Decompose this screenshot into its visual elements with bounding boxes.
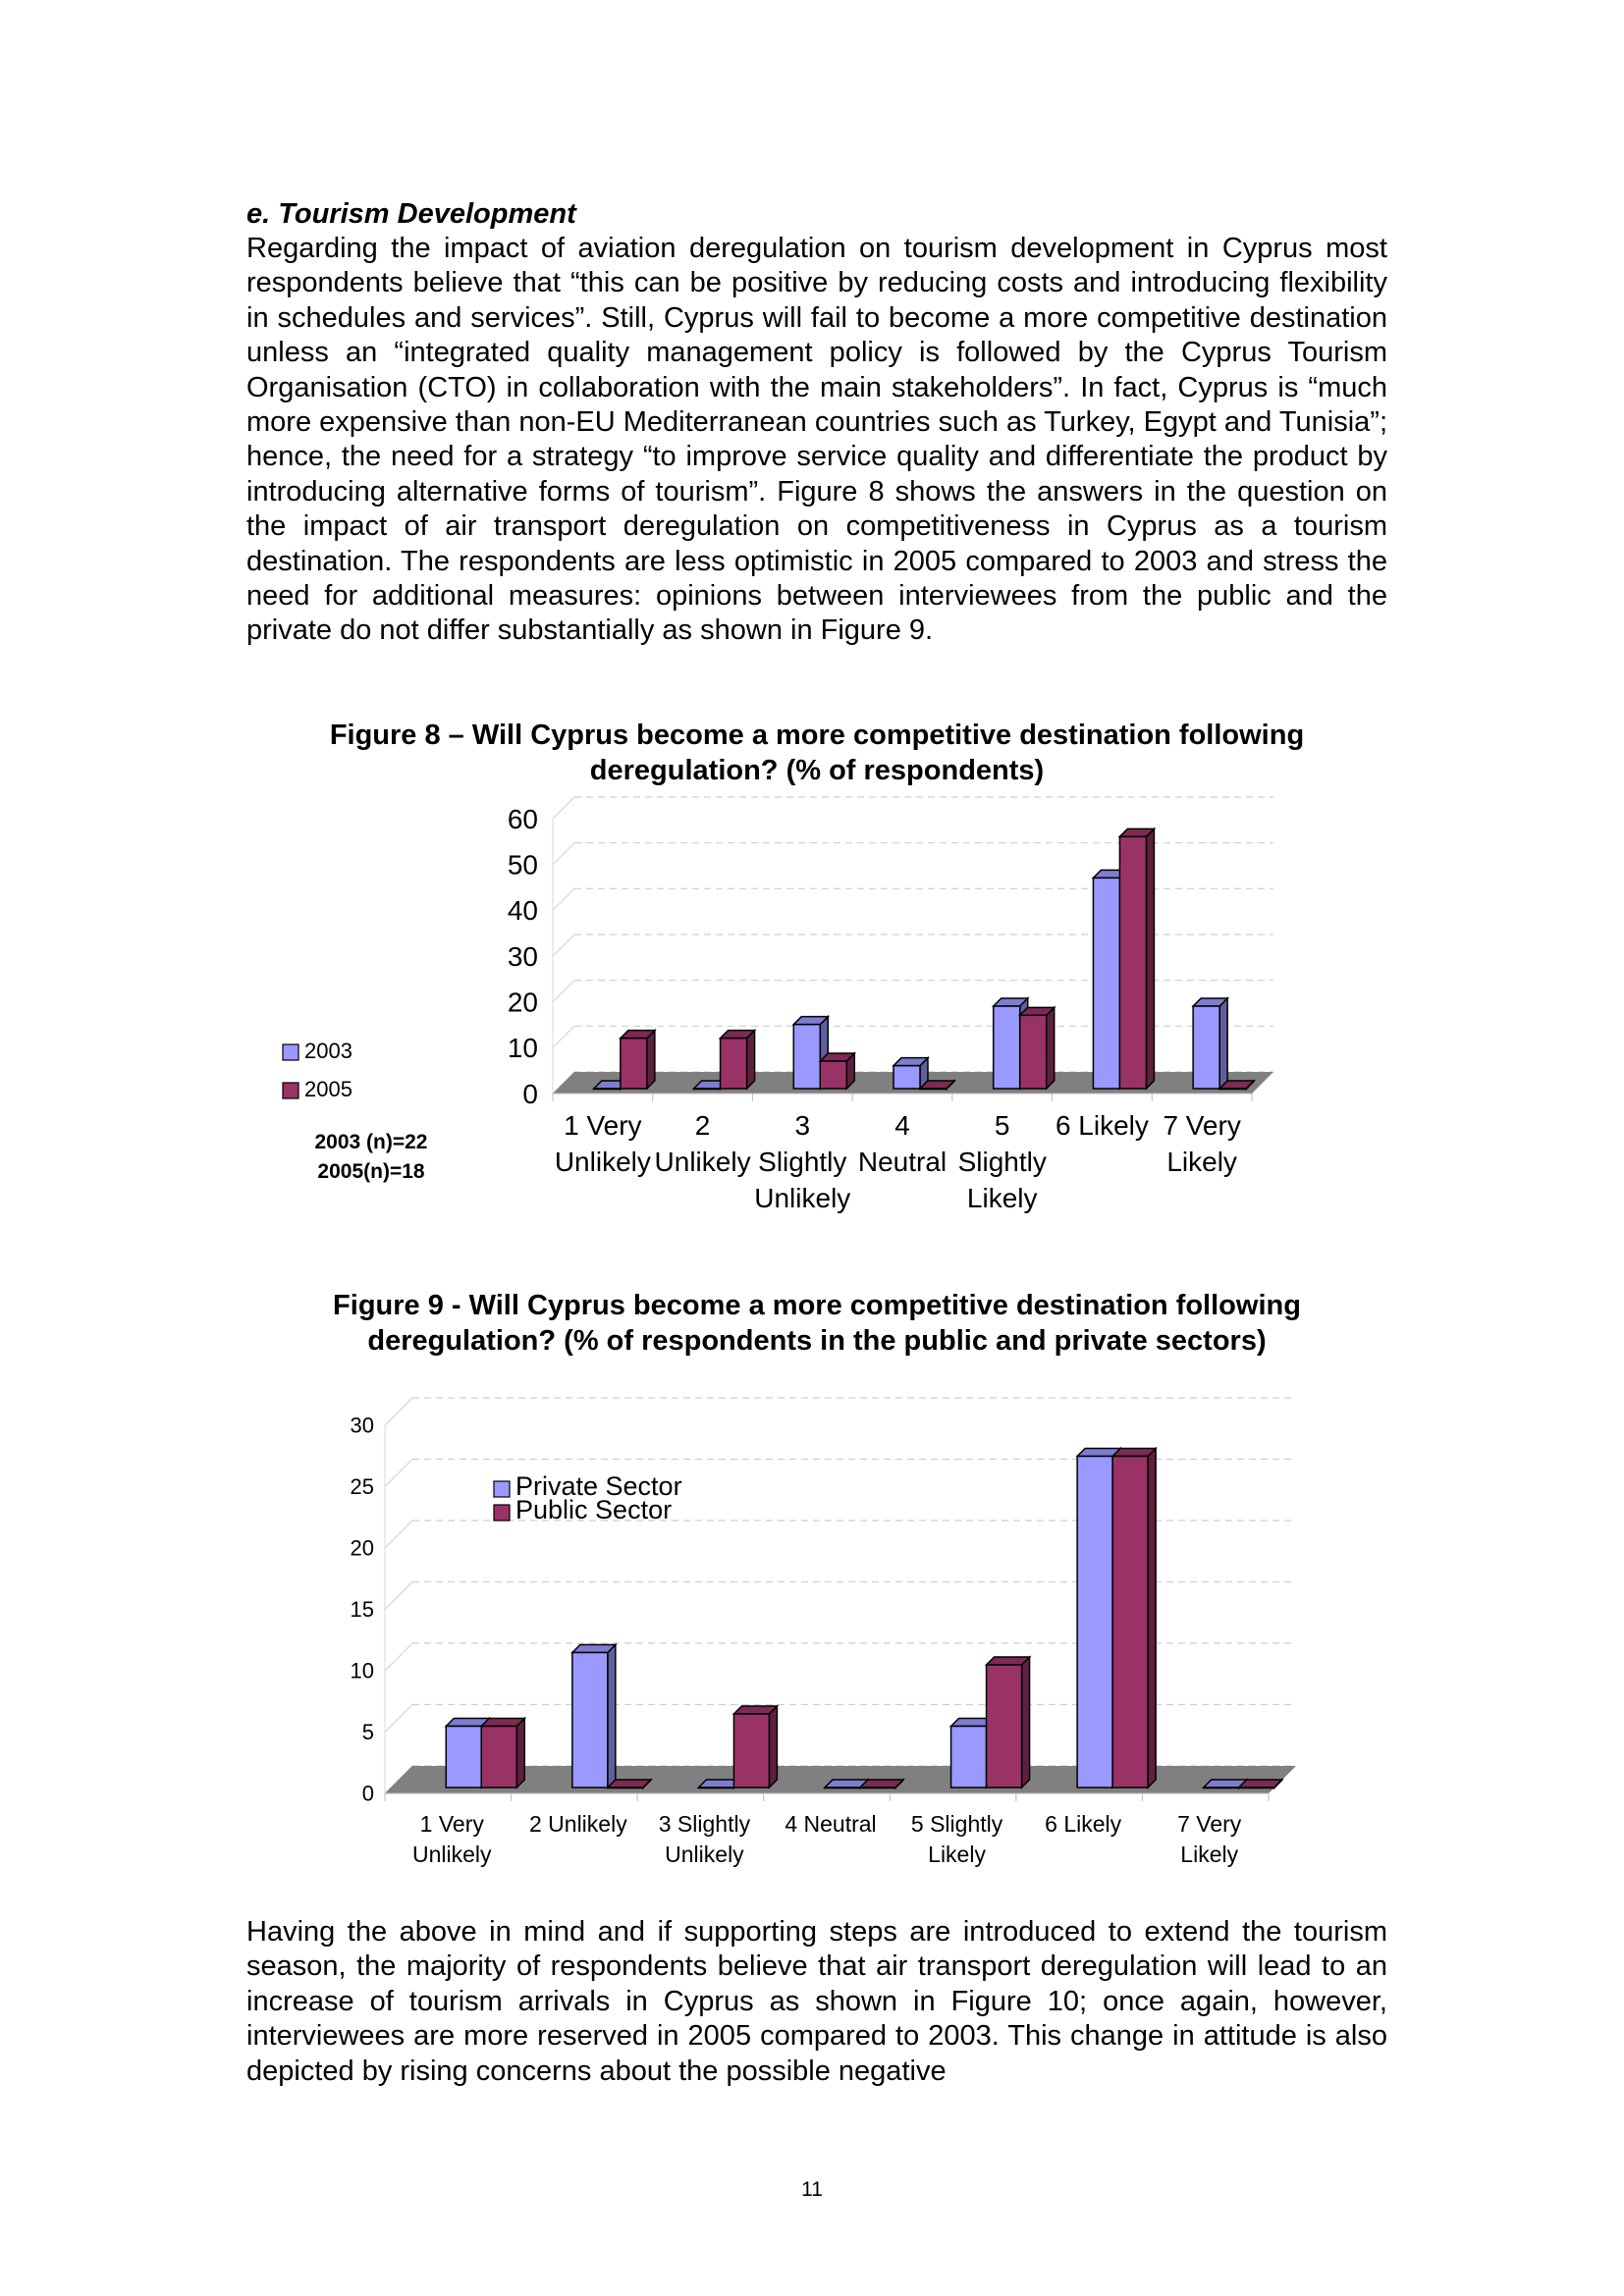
bar-top [608, 1780, 651, 1788]
sample-size-note: 2005(n)=18 [317, 1160, 425, 1183]
sample-size-note: 2003 (n)=22 [314, 1131, 428, 1153]
figure-8-title: Figure 8 – Will Cyprus become a more competitive destination following deregulation? (% of respondents) [329, 720, 1305, 786]
x-tick-label-line: 5 [994, 1110, 1010, 1141]
legend-swatch [494, 1505, 510, 1521]
bar-front [1077, 1457, 1112, 1789]
x-tick-label-line: Unlikely [665, 1842, 744, 1867]
x-tick-label-line: 7 Very [1163, 1110, 1241, 1141]
bar-top [860, 1780, 903, 1788]
bar-front [446, 1727, 481, 1789]
bar-side [1148, 1449, 1156, 1789]
x-tick-label-line: Slightly [758, 1147, 847, 1177]
bar-front [1204, 1788, 1239, 1789]
y-tick-label: 20 [350, 1535, 374, 1561]
section-heading: e. Tourism Development [246, 198, 576, 230]
bar-front [572, 1653, 608, 1789]
bar-top [1239, 1780, 1282, 1788]
x-tick-label-line: 3 Slightly [658, 1811, 751, 1837]
legend-swatch [494, 1481, 510, 1497]
x-tick-label [911, 1811, 1003, 1867]
x-tick-label [785, 1811, 876, 1837]
bar-public-sector-7 [1239, 1780, 1282, 1789]
body-paragraph-2: Having the above in mind and if supporting steps are introduced to extend the tourism season, the majority of respondents believe that air transport deregulation will lead to an increase of tourism arrivals in Cyprus as shown in Figure 10; once again, however, interviewees are more reserved in 2005 compared to 2003. This change in attitude is also depicted by rising concerns about the possible negative [246, 1916, 1387, 2087]
bar-front [951, 1727, 987, 1789]
legend-label: 2005 [304, 1077, 352, 1101]
bar-private-sector-2 [572, 1645, 616, 1789]
bar-front [733, 1714, 769, 1788]
gridline-diag [385, 1460, 412, 1487]
figure-9-title: Figure 9 - Will Cyprus become a more competitive destination following deregulation? (% of respondents in the public and private sectors) [333, 1290, 1301, 1357]
x-tick-label-line: Likely [928, 1842, 986, 1867]
y-tick-label: 10 [507, 1033, 538, 1064]
bar-side [608, 1645, 616, 1789]
y-tick-label: 20 [507, 987, 538, 1018]
bar-top [481, 1719, 524, 1727]
x-tick-label [1045, 1811, 1121, 1837]
bar-front [1112, 1457, 1148, 1789]
x-tick-label [412, 1811, 492, 1867]
x-tick-label-line: Unlikely [554, 1147, 651, 1177]
body-paragraph-1: Regarding the impact of aviation deregulation on tourism development in Cyprus most respondents believe that “this can be positive by reducing costs and introducing flexibility in schedules and services”. Still, Cyprus will fail to become a more competitive destination unless an “integrated quality management policy is followed by the Cyprus Tourism Organisation (CTO) in collaboration with the main stakeholders”. In fact, Cyprus is “much more expensive than non-EU Mediterranean countries such as Turkey, Egypt and Tunisia”; hence, the need for a strategy “to improve service quality and differentiate the product by introducing alternative forms of tourism”. Figure 8 shows the answers in the question on the impact of air transport deregulation on competitiveness in Cyprus as a tourism destination. The respondents are less optimistic in 2005 compared to 2003 and stress the need for additional measures: opinions between interviewees from the public and the private do not differ substantially as shown in Figure 9. [246, 233, 1387, 647]
y-tick-label: 30 [507, 940, 538, 972]
bar-front [860, 1788, 895, 1789]
bar-top [572, 1645, 616, 1653]
bar-front [1239, 1788, 1274, 1789]
bar-side [1022, 1657, 1030, 1788]
bar-public-sector-6 [1112, 1449, 1156, 1789]
y-tick-label: 10 [350, 1658, 374, 1683]
y-tick-label: 30 [350, 1413, 374, 1438]
bar-public-sector-2 [608, 1780, 651, 1789]
x-tick-label-line: Likely [1180, 1842, 1239, 1867]
page-number: 11 [801, 2178, 823, 2201]
bar-front [698, 1788, 733, 1789]
bar-front [825, 1788, 860, 1789]
bar-front [987, 1665, 1022, 1788]
bar-top [1112, 1449, 1156, 1457]
legend-label: Public Sector [515, 1495, 673, 1524]
x-tick-label-line: 4 [894, 1110, 910, 1141]
legend-label: Private Sector [515, 1471, 682, 1501]
bar-side [769, 1706, 777, 1788]
y-tick-label: 50 [507, 849, 538, 881]
x-tick-label-line: Neutral [857, 1147, 947, 1177]
x-tick-label-line: Unlikely [654, 1147, 751, 1177]
gridline-diag [385, 1705, 412, 1733]
legend-label: 2003 [304, 1039, 352, 1063]
bar-side [516, 1719, 524, 1789]
x-tick-label [1177, 1811, 1242, 1867]
y-tick-label: 0 [522, 1078, 538, 1109]
gridline-diag [385, 1643, 412, 1671]
y-tick-label: 0 [361, 1781, 374, 1806]
x-tick-label-line: 7 Very [1177, 1811, 1242, 1837]
bar-front [608, 1788, 643, 1789]
x-tick-label [529, 1811, 627, 1837]
gridline-diag [385, 1521, 412, 1548]
x-tick-label-line: 5 Slightly [910, 1811, 1003, 1837]
x-tick-label-line: Slightly [957, 1147, 1047, 1177]
gridline-diag [385, 1582, 412, 1610]
bar-top [987, 1657, 1030, 1665]
y-tick-label: 15 [350, 1597, 374, 1623]
y-tick-label: 25 [350, 1474, 374, 1500]
y-tick-label: 60 [507, 803, 538, 834]
x-tick-label-line: Unlikely [754, 1183, 851, 1213]
y-tick-label: 5 [361, 1720, 374, 1745]
x-tick-label-line: 2 Unlikely [528, 1811, 627, 1837]
y-tick-label: 40 [507, 895, 538, 927]
x-tick-label-line: 1 Very [564, 1110, 642, 1141]
x-tick-label-line: 4 Neutral [785, 1811, 877, 1837]
x-tick-label-line: Likely [1166, 1147, 1237, 1177]
x-tick-label-line: 6 Likely [1055, 1110, 1149, 1141]
gridline-diag [385, 1398, 412, 1425]
bar-public-sector-5 [987, 1657, 1030, 1788]
bar-front [481, 1727, 516, 1789]
x-tick-label-line: 6 Likely [1045, 1811, 1122, 1837]
bar-public-sector-3 [733, 1706, 777, 1788]
bar-public-sector-4 [860, 1780, 903, 1789]
bar-public-sector-1 [481, 1719, 524, 1789]
x-tick-label [659, 1811, 751, 1867]
x-tick-label-line: 2 [694, 1110, 711, 1141]
bar-top [733, 1706, 777, 1714]
x-tick-label-line: Likely [966, 1183, 1038, 1213]
x-tick-label-line: 3 [794, 1110, 811, 1141]
x-tick-label-line: 1 Very [419, 1811, 484, 1837]
x-tick-label-line: Unlikely [412, 1842, 492, 1867]
